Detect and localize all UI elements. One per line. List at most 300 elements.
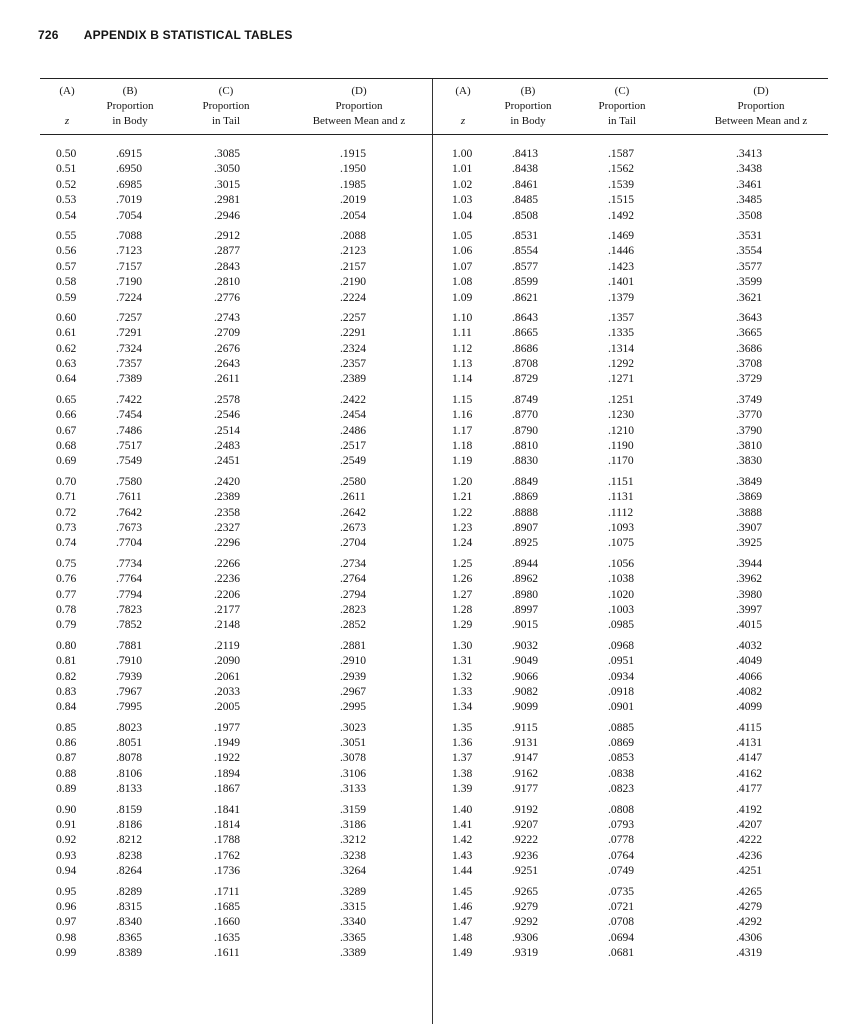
column-header-body: (B) Proportion in Body: [106, 85, 154, 127]
cell-tail: .2709: [214, 326, 241, 340]
row-group: [40, 638, 432, 715]
cell-between: .3264: [340, 864, 367, 878]
column-header-body: (B) Proportion in Body: [504, 85, 552, 127]
cell-z: 1.11: [452, 326, 472, 340]
cell-z: 0.62: [56, 341, 77, 355]
cell-z: 0.55: [56, 228, 77, 242]
cell-z: 1.05: [452, 228, 473, 242]
cell-z: 1.26: [452, 572, 473, 586]
cell-between: .4192: [736, 802, 763, 816]
cell-body: .8810: [512, 439, 539, 453]
cell-between: .2549: [340, 454, 367, 468]
cell-tail: .1894: [214, 766, 241, 780]
cell-body: .7580: [116, 474, 143, 488]
table-row: [40, 802, 432, 817]
row-group: [40, 392, 432, 469]
cell-tail: .2236: [214, 572, 241, 586]
cell-between: .4292: [736, 915, 763, 929]
cell-between: .3238: [340, 848, 367, 862]
cell-z: 1.09: [452, 290, 473, 304]
table-row: [432, 556, 828, 571]
cell-tail: .1292: [608, 357, 635, 371]
cell-between: .3133: [340, 782, 367, 796]
row-group: [40, 228, 432, 305]
cell-tail: .1736: [214, 864, 241, 878]
table-row: [432, 781, 828, 796]
cell-between: .2704: [340, 536, 367, 550]
cell-z: 0.56: [56, 244, 77, 258]
cell-between: .4236: [736, 848, 763, 862]
cell-body: .9162: [512, 766, 539, 780]
cell-z: 1.03: [452, 193, 473, 207]
cell-body: .7224: [116, 290, 143, 304]
cell-tail: .2420: [214, 474, 241, 488]
cell-z: 0.50: [56, 147, 77, 160]
cell-tail: .0721: [608, 899, 635, 913]
table-row: [40, 438, 432, 453]
cell-between: .2190: [340, 275, 367, 289]
cell-z: 1.40: [452, 802, 473, 816]
cell-z: 0.84: [56, 700, 77, 714]
cell-z: 0.97: [56, 915, 77, 929]
table-row: [432, 325, 828, 340]
table-row: [40, 669, 432, 684]
cell-tail: .1515: [608, 193, 635, 207]
cell-z: 0.88: [56, 766, 77, 780]
cell-z: 1.41: [452, 818, 473, 832]
cell-tail: .1151: [608, 474, 634, 488]
cell-between: .2019: [340, 193, 367, 207]
cell-body: .8665: [512, 326, 539, 340]
table-row: [40, 750, 432, 765]
cell-body: .7794: [116, 587, 143, 601]
row-group: [432, 228, 828, 305]
cell-z: 0.69: [56, 454, 77, 468]
cell-body: .8078: [116, 751, 143, 765]
cell-between: .2673: [340, 520, 367, 534]
cell-between: .2852: [340, 618, 367, 632]
cell-tail: .2296: [214, 536, 241, 550]
top-rule: [40, 78, 432, 79]
cell-tail: .1112: [608, 505, 634, 519]
cell-body: .9192: [512, 802, 539, 816]
table-row: [40, 392, 432, 407]
cell-body: .7486: [116, 423, 143, 437]
cell-between: .2580: [340, 474, 367, 488]
cell-body: .9147: [512, 751, 539, 765]
cell-between: .3810: [736, 439, 763, 453]
table-row: [432, 228, 828, 243]
cell-tail: .1446: [608, 244, 635, 258]
cell-between: .2794: [340, 587, 367, 601]
row-group: [432, 310, 828, 387]
cell-body: .7549: [116, 454, 143, 468]
cell-tail: .1949: [214, 736, 241, 750]
table-row: [432, 161, 828, 176]
cell-body: .9222: [512, 833, 539, 847]
cell-z: 0.82: [56, 669, 77, 683]
table-body-right: [432, 146, 828, 966]
cell-tail: .2389: [214, 490, 241, 504]
row-group: [40, 556, 432, 633]
table-row: [432, 945, 828, 960]
table-row: [432, 899, 828, 914]
cell-tail: .0749: [608, 864, 635, 878]
cell-body: .8438: [512, 162, 539, 176]
table-row: [432, 602, 828, 617]
table-row: [40, 274, 432, 289]
cell-body: .8289: [116, 884, 143, 898]
cell-z: 0.60: [56, 310, 77, 324]
table-row: [432, 290, 828, 305]
cell-tail: .1922: [214, 751, 241, 765]
table-row: [40, 371, 432, 386]
cell-between: .4306: [736, 930, 763, 944]
cell-between: .3770: [736, 408, 763, 422]
table-row: [40, 520, 432, 535]
row-group: [40, 474, 432, 551]
cell-body: .8023: [116, 720, 143, 734]
cell-body: .9319: [512, 946, 539, 960]
cell-tail: .2358: [214, 505, 241, 519]
cell-body: .8980: [512, 587, 539, 601]
table-row: [432, 535, 828, 550]
table-row: [40, 781, 432, 796]
cell-z: 0.58: [56, 275, 77, 289]
cell-body: .9236: [512, 848, 539, 862]
cell-tail: .2033: [214, 684, 241, 698]
cell-tail: .1056: [608, 556, 635, 570]
table-row: [40, 832, 432, 847]
cell-body: .8686: [512, 341, 539, 355]
cell-z: 0.90: [56, 802, 77, 816]
cell-z: 0.86: [56, 736, 77, 750]
cell-tail: .0985: [608, 618, 635, 632]
table-row: [432, 177, 828, 192]
cell-between: .2486: [340, 423, 367, 437]
cell-tail: .2877: [214, 244, 241, 258]
cell-tail: .2743: [214, 310, 241, 324]
table-row: [432, 310, 828, 325]
cell-z: 0.89: [56, 782, 77, 796]
cell-between: .2939: [340, 669, 367, 683]
cell-tail: .1230: [608, 408, 635, 422]
cell-tail: .0869: [608, 736, 635, 750]
table-row: [40, 945, 432, 960]
cell-body: .6915: [116, 147, 143, 160]
cell-body: .9292: [512, 915, 539, 929]
cell-z: 1.36: [452, 736, 473, 750]
column-header-z: (A) z: [455, 85, 471, 127]
cell-body: .9207: [512, 818, 539, 832]
cell-between: .3365: [340, 930, 367, 944]
page-title: APPENDIX B STATISTICAL TABLES: [83, 28, 293, 42]
cell-z: 0.79: [56, 618, 77, 632]
table-row: [40, 310, 432, 325]
table-row: [40, 243, 432, 258]
header-rule: [432, 134, 828, 135]
table-row: [432, 356, 828, 371]
cell-tail: .0708: [608, 915, 635, 929]
table-row: [432, 520, 828, 535]
cell-between: .3686: [736, 341, 763, 355]
table-row: [432, 735, 828, 750]
cell-z: 1.14: [452, 372, 473, 386]
cell-between: .4279: [736, 899, 763, 913]
cell-body: .8962: [512, 572, 539, 586]
cell-body: .8212: [116, 833, 143, 847]
cell-z: 1.37: [452, 751, 473, 765]
cell-between: .3531: [736, 228, 763, 242]
cell-body: .8531: [512, 228, 539, 242]
table-row: [40, 474, 432, 489]
table-row: [432, 453, 828, 468]
cell-tail: .1210: [608, 423, 635, 437]
cell-body: .9082: [512, 684, 539, 698]
cell-tail: .1093: [608, 520, 635, 534]
table-row: [40, 192, 432, 207]
cell-tail: .0778: [608, 833, 635, 847]
table-row: [432, 848, 828, 863]
cell-between: .3888: [736, 505, 763, 519]
cell-z: 1.08: [452, 275, 473, 289]
cell-body: .7881: [116, 638, 143, 652]
cell-z: 0.64: [56, 372, 77, 386]
cell-tail: .2546: [214, 408, 241, 422]
cell-z: 1.01: [452, 162, 473, 176]
table-row: [40, 602, 432, 617]
cell-between: .3159: [340, 802, 367, 816]
cell-between: .2823: [340, 602, 367, 616]
cell-between: .3212: [340, 833, 367, 847]
cell-body: .9032: [512, 638, 539, 652]
cell-between: .2995: [340, 700, 367, 714]
cell-body: .7642: [116, 505, 143, 519]
cell-tail: .2451: [214, 454, 241, 468]
table-row: [40, 146, 432, 161]
cell-z: 1.12: [452, 341, 473, 355]
table-row: [40, 848, 432, 863]
cell-z: 1.19: [452, 454, 473, 468]
cell-z: 1.47: [452, 915, 473, 929]
cell-tail: .0885: [608, 720, 635, 734]
table-row: [40, 161, 432, 176]
cell-body: .8106: [116, 766, 143, 780]
cell-body: .7357: [116, 357, 143, 371]
cell-tail: .1762: [214, 848, 241, 862]
cell-tail: .0681: [608, 946, 635, 960]
cell-tail: .0793: [608, 818, 635, 832]
table-row: [40, 735, 432, 750]
cell-body: .6985: [116, 177, 143, 191]
cell-body: .7257: [116, 310, 143, 324]
table-row: [40, 638, 432, 653]
cell-body: .9251: [512, 864, 539, 878]
cell-between: .3051: [340, 736, 367, 750]
cell-z: 1.43: [452, 848, 473, 862]
cell-z: 0.77: [56, 587, 77, 601]
cell-between: .2389: [340, 372, 367, 386]
table-row: [40, 766, 432, 781]
cell-between: .3078: [340, 751, 367, 765]
cell-between: .4207: [736, 818, 763, 832]
cell-body: .7910: [116, 654, 143, 668]
cell-tail: .0934: [608, 669, 635, 683]
table-row: [40, 505, 432, 520]
cell-z: 1.34: [452, 700, 473, 714]
table-row: [40, 290, 432, 305]
cell-body: .7517: [116, 439, 143, 453]
cell-between: .3980: [736, 587, 763, 601]
cell-z: 1.16: [452, 408, 473, 422]
table-row: [40, 423, 432, 438]
cell-tail: .1131: [608, 490, 634, 504]
cell-body: .7454: [116, 408, 143, 422]
cell-z: 1.31: [452, 654, 473, 668]
table-row: [432, 192, 828, 207]
cell-body: .7704: [116, 536, 143, 550]
table-row: [432, 474, 828, 489]
cell-z: 0.73: [56, 520, 77, 534]
cell-z: 0.98: [56, 930, 77, 944]
table-row: [432, 720, 828, 735]
table-row: [432, 392, 828, 407]
cell-between: .3106: [340, 766, 367, 780]
table-row: [432, 571, 828, 586]
cell-z: 1.29: [452, 618, 473, 632]
cell-z: 0.85: [56, 720, 77, 734]
cell-z: 0.91: [56, 818, 77, 832]
cell-tail: .2005: [214, 700, 241, 714]
cell-z: 0.54: [56, 208, 77, 222]
column-header-between: (D) Proportion Between Mean and z: [714, 85, 808, 127]
cell-tail: .2776: [214, 290, 241, 304]
cell-tail: .2643: [214, 357, 241, 371]
cell-body: .9265: [512, 884, 539, 898]
cell-tail: .1379: [608, 290, 635, 304]
cell-body: .7611: [116, 490, 142, 504]
cell-between: .2611: [340, 490, 366, 504]
cell-z: 1.18: [452, 439, 473, 453]
row-group: [432, 802, 828, 879]
cell-between: .3621: [736, 290, 763, 304]
cell-between: .1985: [340, 177, 367, 191]
cell-between: .4032: [736, 638, 763, 652]
cell-tail: .1271: [608, 372, 635, 386]
cell-between: .2257: [340, 310, 367, 324]
cell-between: .2088: [340, 228, 367, 242]
cell-tail: .2266: [214, 556, 241, 570]
cell-between: .4115: [736, 720, 762, 734]
table-row: [432, 766, 828, 781]
table-row: [40, 930, 432, 945]
table-row: [40, 208, 432, 223]
cell-z: 0.61: [56, 326, 77, 340]
cell-body: .8621: [512, 290, 539, 304]
cell-tail: .2810: [214, 275, 241, 289]
cell-body: .7088: [116, 228, 143, 242]
table-row: [40, 587, 432, 602]
cell-tail: .0838: [608, 766, 635, 780]
cell-tail: .1685: [214, 899, 241, 913]
cell-body: .8508: [512, 208, 539, 222]
cell-between: .3962: [736, 572, 763, 586]
cell-between: .3599: [736, 275, 763, 289]
cell-body: .9049: [512, 654, 539, 668]
cell-between: .3438: [736, 162, 763, 176]
table-row: [40, 720, 432, 735]
cell-tail: .1075: [608, 536, 635, 550]
table-row: [432, 587, 828, 602]
running-head: [38, 28, 293, 42]
cell-tail: .2514: [214, 423, 241, 437]
cell-between: .4049: [736, 654, 763, 668]
cell-tail: .1841: [214, 802, 241, 816]
cell-between: .2967: [340, 684, 367, 698]
table-row: [432, 438, 828, 453]
cell-z: 1.20: [452, 474, 473, 488]
cell-z: 0.70: [56, 474, 77, 488]
cell-z: 1.42: [452, 833, 473, 847]
cell-body: .7190: [116, 275, 143, 289]
cell-z: 0.57: [56, 259, 77, 273]
table-row: [432, 489, 828, 504]
cell-between: .3340: [340, 915, 367, 929]
cell-between: .4015: [736, 618, 763, 632]
cell-tail: .1423: [608, 259, 635, 273]
cell-tail: .1251: [608, 392, 635, 406]
cell-between: .3389: [340, 946, 367, 960]
cell-between: .4147: [736, 751, 763, 765]
cell-between: .2881: [340, 638, 367, 652]
cell-between: .1950: [340, 162, 367, 176]
cell-body: .8051: [116, 736, 143, 750]
cell-body: .7324: [116, 341, 143, 355]
cell-tail: .2090: [214, 654, 241, 668]
cell-z: 1.22: [452, 505, 473, 519]
cell-body: .8888: [512, 505, 539, 519]
cell-body: .9099: [512, 700, 539, 714]
cell-z: 1.21: [452, 490, 473, 504]
cell-tail: .1492: [608, 208, 635, 222]
page-number: 726: [38, 28, 59, 42]
cell-body: .7054: [116, 208, 143, 222]
cell-tail: .2578: [214, 392, 241, 406]
cell-z: 1.46: [452, 899, 473, 913]
cell-tail: .2981: [214, 193, 241, 207]
table-body-left: [40, 146, 432, 966]
cell-tail: .1635: [214, 930, 241, 944]
table-row: [432, 684, 828, 699]
cell-body: .8365: [116, 930, 143, 944]
cell-between: .3186: [340, 818, 367, 832]
cell-z: 1.04: [452, 208, 473, 222]
cell-z: 0.74: [56, 536, 77, 550]
cell-z: 1.23: [452, 520, 473, 534]
table-row: [432, 505, 828, 520]
cell-z: 1.25: [452, 556, 473, 570]
cell-z: 0.68: [56, 439, 77, 453]
cell-z: 1.39: [452, 782, 473, 796]
table-row: [432, 423, 828, 438]
cell-tail: .2177: [214, 602, 241, 616]
cell-body: .7939: [116, 669, 143, 683]
cell-z: 1.38: [452, 766, 473, 780]
table-row: [432, 699, 828, 714]
row-group: [40, 884, 432, 961]
cell-tail: .1814: [214, 818, 241, 832]
cell-between: .4177: [736, 782, 763, 796]
